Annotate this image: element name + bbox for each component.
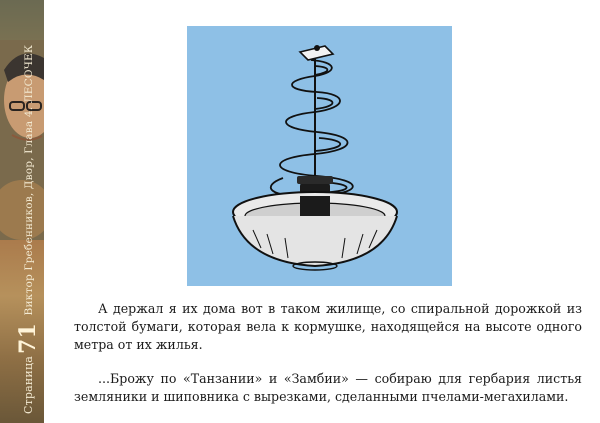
- page-label: Страница: [22, 356, 35, 414]
- spiral-feeder-illustration: [187, 26, 452, 286]
- side-band: [0, 0, 44, 423]
- running-head: [12, 34, 41, 414]
- page-number: 71: [15, 322, 41, 354]
- body-text: [74, 300, 582, 422]
- paragraph-1: А держал я их дома вот в таком жилище, со спиральной дорожкой из толстой бумаги, которая вела к кормушке, находящейся на высоте одного метра от их жилья.: [74, 301, 582, 352]
- paragraph-2: ...Брожу по «Танзании» и «Замбии» — собираю для гербария листья земляники и шиповника с вырезками, сделанными пчелами-мегахилами.: [74, 371, 582, 404]
- book-title: Виктор Гребенников, Двор, Глава 4. ЛЕСОЧЕК: [23, 44, 35, 316]
- spiral-feeder-drawing: [187, 26, 452, 286]
